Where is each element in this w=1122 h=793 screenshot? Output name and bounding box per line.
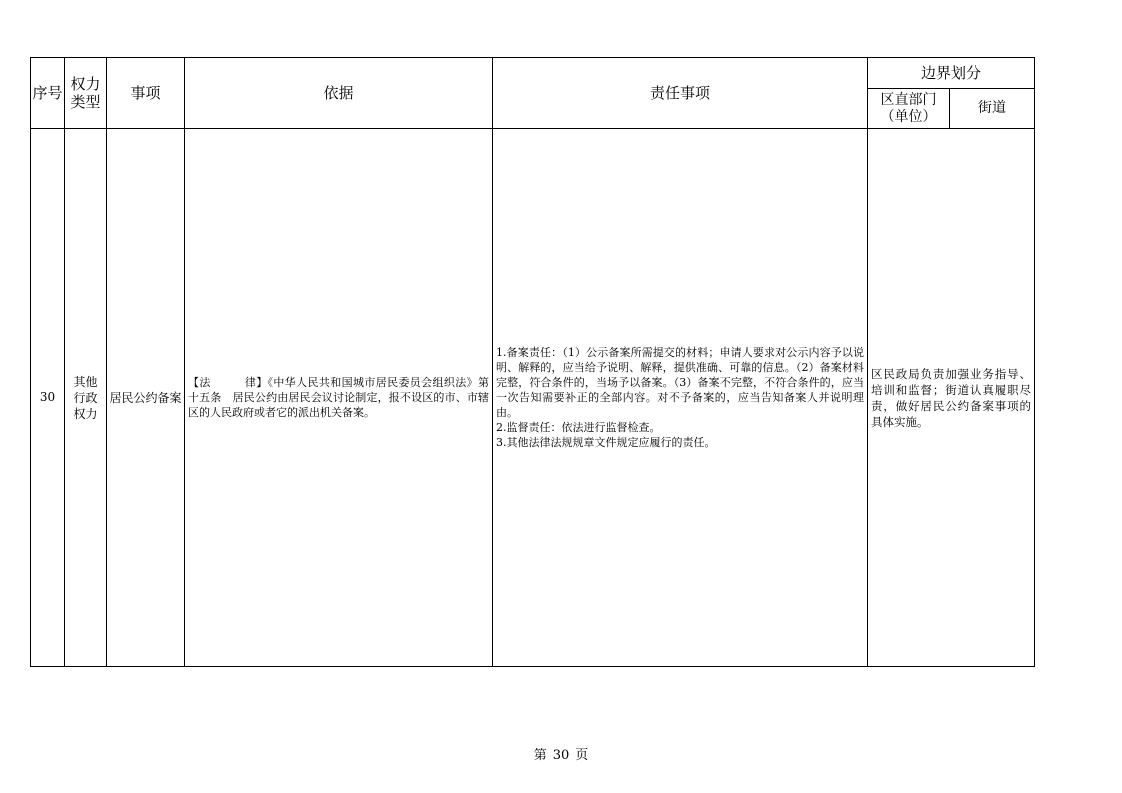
header-item-label: 事项 [130, 84, 161, 102]
footer-prefix: 第 [533, 748, 547, 763]
header-item [107, 58, 185, 129]
row-responsibility-1: 1.备案责任：（1）公示备案所需提交的材料；申请人要求对公示内容予以说明、解释的，应当给予说明、解释，提供准确、可靠的信息。（2）备案材料完整，符合条件的，当场予以备案。（3）备案不完整，不符合条件的，应当一次告知需要补正的全部内容。对不予备案的，应当告知备案人并说明理由。 [496, 346, 864, 419]
header-power-type-line2: 类型 [70, 93, 101, 111]
row-item: 居民公约备案 [109, 390, 182, 405]
row-power-type-cell [65, 129, 107, 667]
row-responsibility-cell [493, 129, 868, 667]
header-responsibility [493, 58, 868, 129]
row-responsibility-3: 3.其他法律法规规章文件规定应履行的责任。 [496, 436, 716, 449]
page-number: 30 [552, 748, 570, 763]
header-street-label: 街道 [978, 100, 1006, 116]
header-boundary-label: 边界划分 [921, 64, 982, 82]
row-responsibility-2: 2.监督责任：依法进行监督检查。 [496, 421, 661, 434]
header-basis-label: 依据 [323, 84, 354, 102]
row-boundary-cell [868, 129, 1035, 667]
header-power-type [65, 58, 107, 129]
row-basis: 【法 律】《中华人民共和国城市居民委员会组织法》第十五条 居民公约由居民会议讨论制定，报不设区的市、市辖区的人民政府或者它的派出机关备案。 [188, 376, 489, 419]
page-footer [0, 744, 1122, 763]
row-item-cell [107, 129, 185, 667]
header-street [950, 89, 1035, 129]
header-district-dept-line2: （单位） [880, 108, 937, 125]
header-responsibility-label: 责任事项 [649, 84, 710, 102]
row-boundary: 区民政局负责加强业务指导、培训和监督；街道认真履职尽责，做好居民公约备案事项的具体实施。 [871, 366, 1032, 429]
header-boundary [868, 58, 1035, 89]
row-basis-cell [185, 129, 493, 667]
header-district-dept [868, 89, 950, 129]
header-district-dept-line1: 区直部门 [880, 91, 937, 108]
header-seq-label: 序号 [32, 84, 63, 102]
table-row [31, 129, 1035, 667]
footer-suffix: 页 [575, 748, 589, 763]
row-power-type: 其他行政权力 [73, 374, 98, 421]
power-list-table [30, 57, 1035, 667]
header-basis [185, 58, 493, 129]
header-power-type-line1: 权力 [70, 75, 101, 93]
row-seq-cell [31, 129, 65, 667]
row-seq: 30 [39, 390, 56, 404]
header-seq [31, 58, 65, 129]
